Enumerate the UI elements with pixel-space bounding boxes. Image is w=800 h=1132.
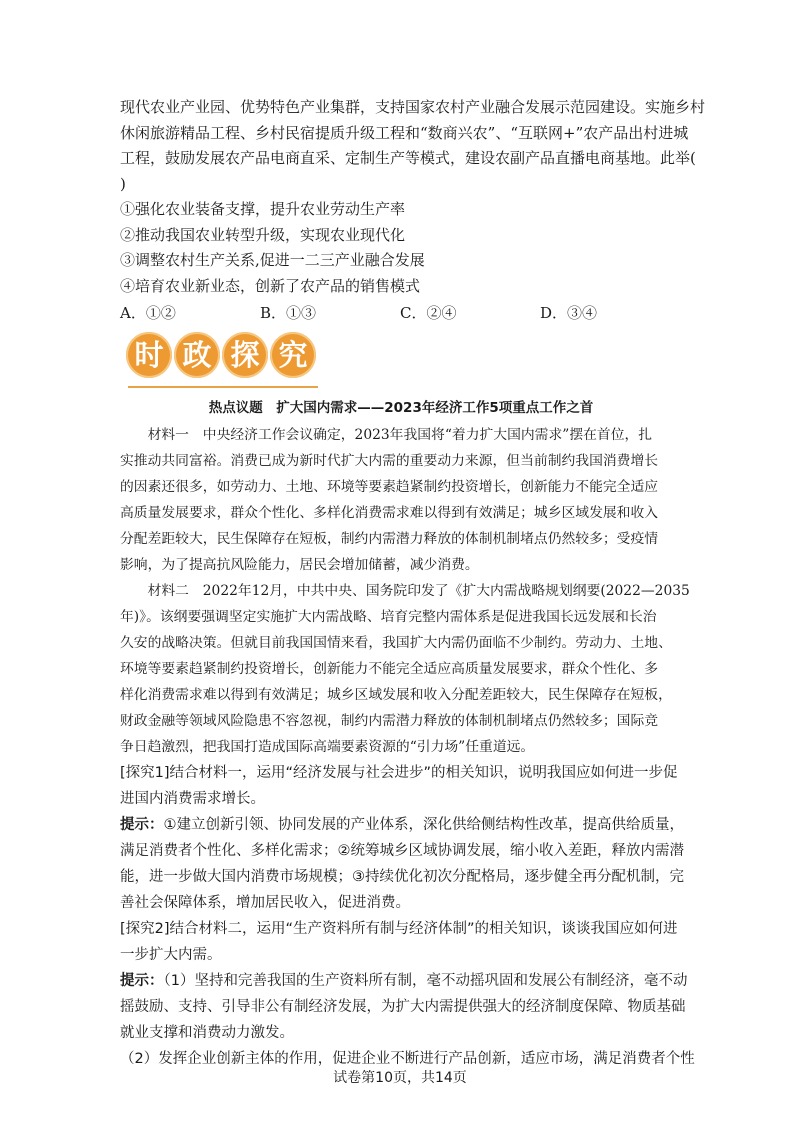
- material-line: 争日趋激烈，把我国打造成国际高端要素资源的“引力场”任重道远。: [120, 739, 535, 755]
- option-d: D．③④: [540, 304, 598, 322]
- question-line: 现代农业产业园、优势特色产业集群，支持国家农村产业融合发展示范园建设。实施乡村: [120, 98, 706, 116]
- answer-options: [120, 300, 682, 326]
- content-area: [120, 95, 706, 1072]
- option-c: C．②④: [400, 304, 457, 322]
- material-line: 高质量发展要求，群众个性化、多样化消费需求难以得到有效满足；城乡区域发展和收入: [120, 505, 659, 521]
- question-line: 工程，鼓励发展农产品电商直采、定制生产等模式，建设农副产品直播电商基地。此举(: [120, 149, 696, 167]
- section-banner: [126, 328, 682, 394]
- material-line: 分配差距较大，民生保障存在短板，制约内需潜力释放的体制机制堵点仍然较多；受疫情: [120, 531, 659, 547]
- hint-label: 提示：: [120, 817, 164, 833]
- banner-char: 政: [174, 332, 220, 378]
- material-one: [120, 422, 682, 578]
- material-line: 材料二 2022年12月，中共中央、国务院印发了《扩大内需战略规划纲要(2022—2035: [120, 583, 690, 599]
- option-b: B．①③: [260, 304, 317, 322]
- explore-question-line: [探究1]结合材料一，运用“经济发展与社会进步”的相关知识，说明我国应如何进一步促: [120, 765, 678, 781]
- hint-line: （2）发挥企业创新主体的作用，促进企业不断进行产品创新，适应市场，满足消费者个性: [120, 1051, 695, 1067]
- hint-text: （1）坚持和完善我国的生产资料所有制，毫不动摇巩固和发展公有制经济，毫不动: [163, 973, 688, 989]
- banner-underline: [128, 386, 318, 388]
- question-stem: [120, 95, 706, 299]
- option-a: A．①②: [120, 304, 176, 322]
- statement-3: ③调整农村生产关系,促进一二三产业融合发展: [120, 251, 425, 269]
- hint-line: 能，进一步做大国内消费市场规模；③持续优化初次分配格局，逐步健全再分配机制，完: [120, 869, 684, 885]
- material-line: 环境等要素趋紧制约投资增长，创新能力不能完全适应高质量发展要求，群众个性化、多: [120, 661, 659, 677]
- banner-char: 究: [270, 332, 316, 378]
- statement-1: ①强化农业装备支撑，提升农业劳动生产率: [120, 200, 406, 218]
- hint-line: 善社会保障体系，增加居民收入，促进消费。: [120, 895, 410, 911]
- question-line: 休闲旅游精品工程、乡村民宿提质升级工程和“数商兴农”、“互联网+”农产品出村进城: [120, 123, 689, 142]
- explore-question-line: [探究2]结合材料二，运用“生产资料所有制与经济体制”的相关知识，谈谈我国应如何进: [120, 921, 678, 937]
- statement-2: ②推动我国农业转型升级，实现农业现代化: [120, 225, 406, 244]
- material-line: 年)》。该纲要强调坚定实施扩大内需战略、培育完整内需体系是促进我国长远发展和长治: [120, 609, 657, 625]
- explore-question-line: 进国内消费需求增长。: [120, 791, 265, 807]
- hint-line: [120, 812, 682, 838]
- explore-one: [120, 760, 682, 916]
- banner-char: 时: [126, 332, 172, 378]
- hint-line: 满足消费者个性化、多样化需求；②统筹城乡区域协调发展，缩小收入差距，释放内需潜: [120, 843, 684, 859]
- hint-line: [120, 968, 688, 994]
- hint-label: 提示：: [120, 973, 164, 989]
- explore-question-line: 一步扩大内需。: [120, 947, 222, 963]
- banner-char: 探: [222, 332, 268, 378]
- material-line: 材料一 中央经济工作会议确定，2023年我国将“着力扩大国内需求”摆在首位，扎: [120, 427, 653, 443]
- question-line: ): [120, 174, 126, 193]
- material-line: 的因素还很多，如劳动力、土地、环境等要素趋紧制约投资增长，创新能力不能完全适应: [120, 479, 659, 495]
- material-line: 实推动共同富裕。消费已成为新时代扩大内需的重要动力来源，但当前制约我国消费增长: [120, 453, 659, 469]
- material-two: [120, 578, 690, 760]
- topic-title: 热点议题 扩大国内需求——2023年经济工作5项重点工作之首: [208, 400, 594, 416]
- statement-4: ④培育农业新业态，创新了农产品的销售模式: [120, 276, 421, 295]
- hint-text: ①建立创新引领、协同发展的产业体系，深化供给侧结构性改革，提高供给质量，: [163, 817, 684, 833]
- hint-line: 就业支撑和消费动力激发。: [120, 1025, 294, 1041]
- hint-line: 摇鼓励、支持、引导非公有制经济发展，为扩大内需提供强大的经济制度保障、物质基础: [120, 999, 686, 1015]
- material-line: 久安的战略决策。但就目前我国国情来看，我国扩大内需仍面临不少制约。劳动力、土地、: [120, 635, 672, 651]
- material-line: 样化消费需求难以得到有效满足；城乡区域发展和收入分配差距较大，民生保障存在短板，: [120, 687, 672, 703]
- explore-two: [120, 916, 695, 1072]
- page-footer: 试卷第10页，共14页: [333, 1070, 467, 1086]
- material-line: 财政金融等领域风险隐患不容忽视，制约内需潜力释放的体制机制堵点仍然较多；国际竞: [120, 713, 659, 729]
- material-line: 影响，为了提高抗风险能力，居民会增加储蓄，减少消费。: [120, 557, 479, 573]
